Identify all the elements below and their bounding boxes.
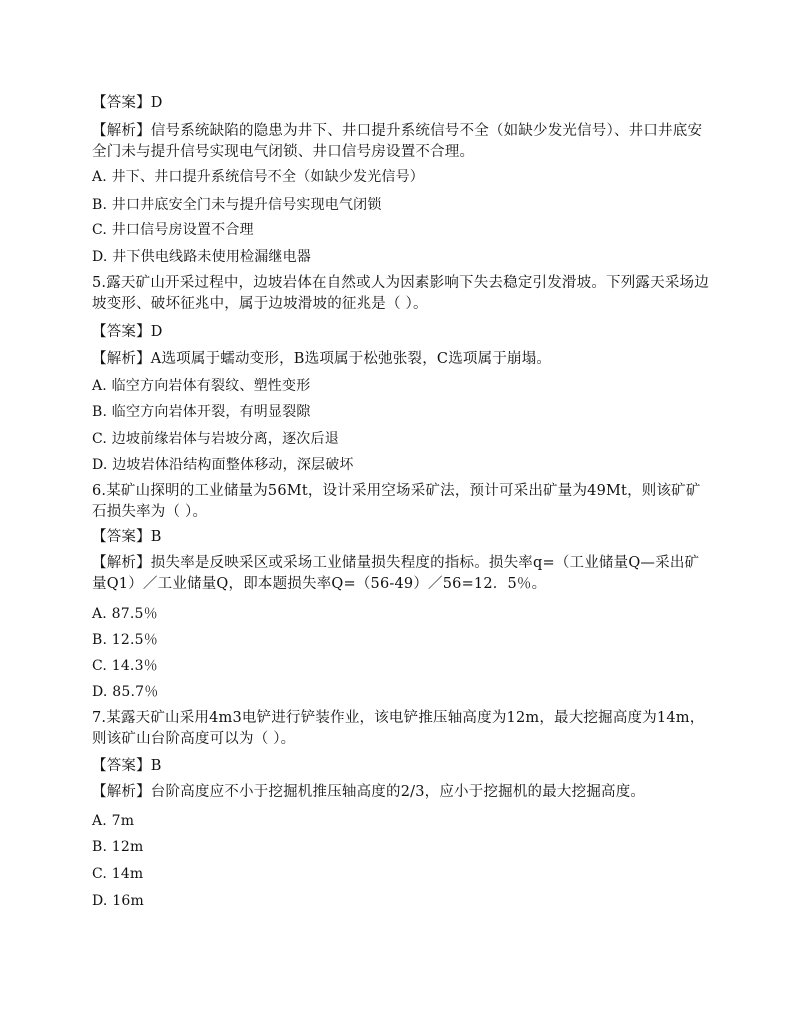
option-a: A. 87.5％ — [92, 606, 158, 622]
analysis-paragraph: 【解析】损失率是反映采区或采场工业储量损失程度的指标。损失率q=（工业储量Q—采出矿量Q1）／工业储量Q，即本题损失率Q=（56-49）／56=12．5％。 — [92, 555, 700, 592]
answer-line: 【答案】D — [92, 95, 163, 111]
answer-line: 【答案】D — [92, 324, 163, 340]
option-d: D. 16m — [92, 893, 144, 909]
option-b: B. 12m — [92, 839, 144, 855]
analysis-paragraph: 【解析】信号系统缺陷的隐患为井下、井口提升系统信号不全（如缺少发光信号）、井口井底安全门未与提升信号实现电气闭锁、井口信号房设置不合理。 — [92, 123, 703, 160]
analysis-paragraph: 【解析】A选项属于蠕动变形，B选项属于松弛张裂，C选项属于崩塌。 — [92, 351, 552, 367]
question-6: 6.某矿山探明的工业储量为56Mt，设计采用空场采矿法，预计可采出矿量为49Mt，则该矿矿石损失率为（ ）。 — [92, 483, 701, 520]
option-d: D. 边坡岩体沿结构面整体移动，深层破坏 — [92, 457, 354, 473]
option-b: B. 12.5％ — [92, 632, 158, 648]
option-b: B. 井口井底安全门未与提升信号实现电气闭锁 — [92, 197, 382, 213]
option-c: C. 14m — [92, 866, 144, 882]
option-c: C. 14.3％ — [92, 658, 158, 674]
answer-line: 【答案】B — [92, 529, 162, 545]
option-d: D. 井下供电线路未使用检漏继电器 — [92, 249, 312, 265]
question-5: 5.露天矿山开采过程中，边坡岩体在自然或人为因素影响下失去稳定引发滑坡。下列露天采场边坡变形、破坏征兆中，属于边坡滑坡的征兆是（ ）。 — [92, 275, 709, 312]
answer-line: 【答案】B — [92, 758, 162, 774]
option-c: C. 边坡前缘岩体与岩坡分离，逐次后退 — [92, 431, 339, 447]
option-a: A. 临空方向岩体有裂纹、塑性变形 — [92, 378, 311, 394]
option-a: A. 井下、井口提升系统信号不全（如缺少发光信号） — [92, 169, 425, 185]
option-d: D. 85.7％ — [92, 684, 159, 700]
option-a: A. 7m — [92, 813, 135, 829]
option-b: B. 临空方向岩体开裂，有明显裂隙 — [92, 404, 311, 420]
question-7: 7.某露天矿山采用4m3电铲进行铲装作业，该电铲推压轴高度为12m，最大挖掘高度为14m，则该矿山台阶高度可以为（ ）。 — [92, 710, 705, 747]
analysis-paragraph: 【解析】台阶高度应不小于挖掘机推压轴高度的2/3，应小于挖掘机的最大挖掘高度。 — [92, 784, 646, 800]
option-c: C. 井口信号房设置不合理 — [92, 222, 254, 238]
